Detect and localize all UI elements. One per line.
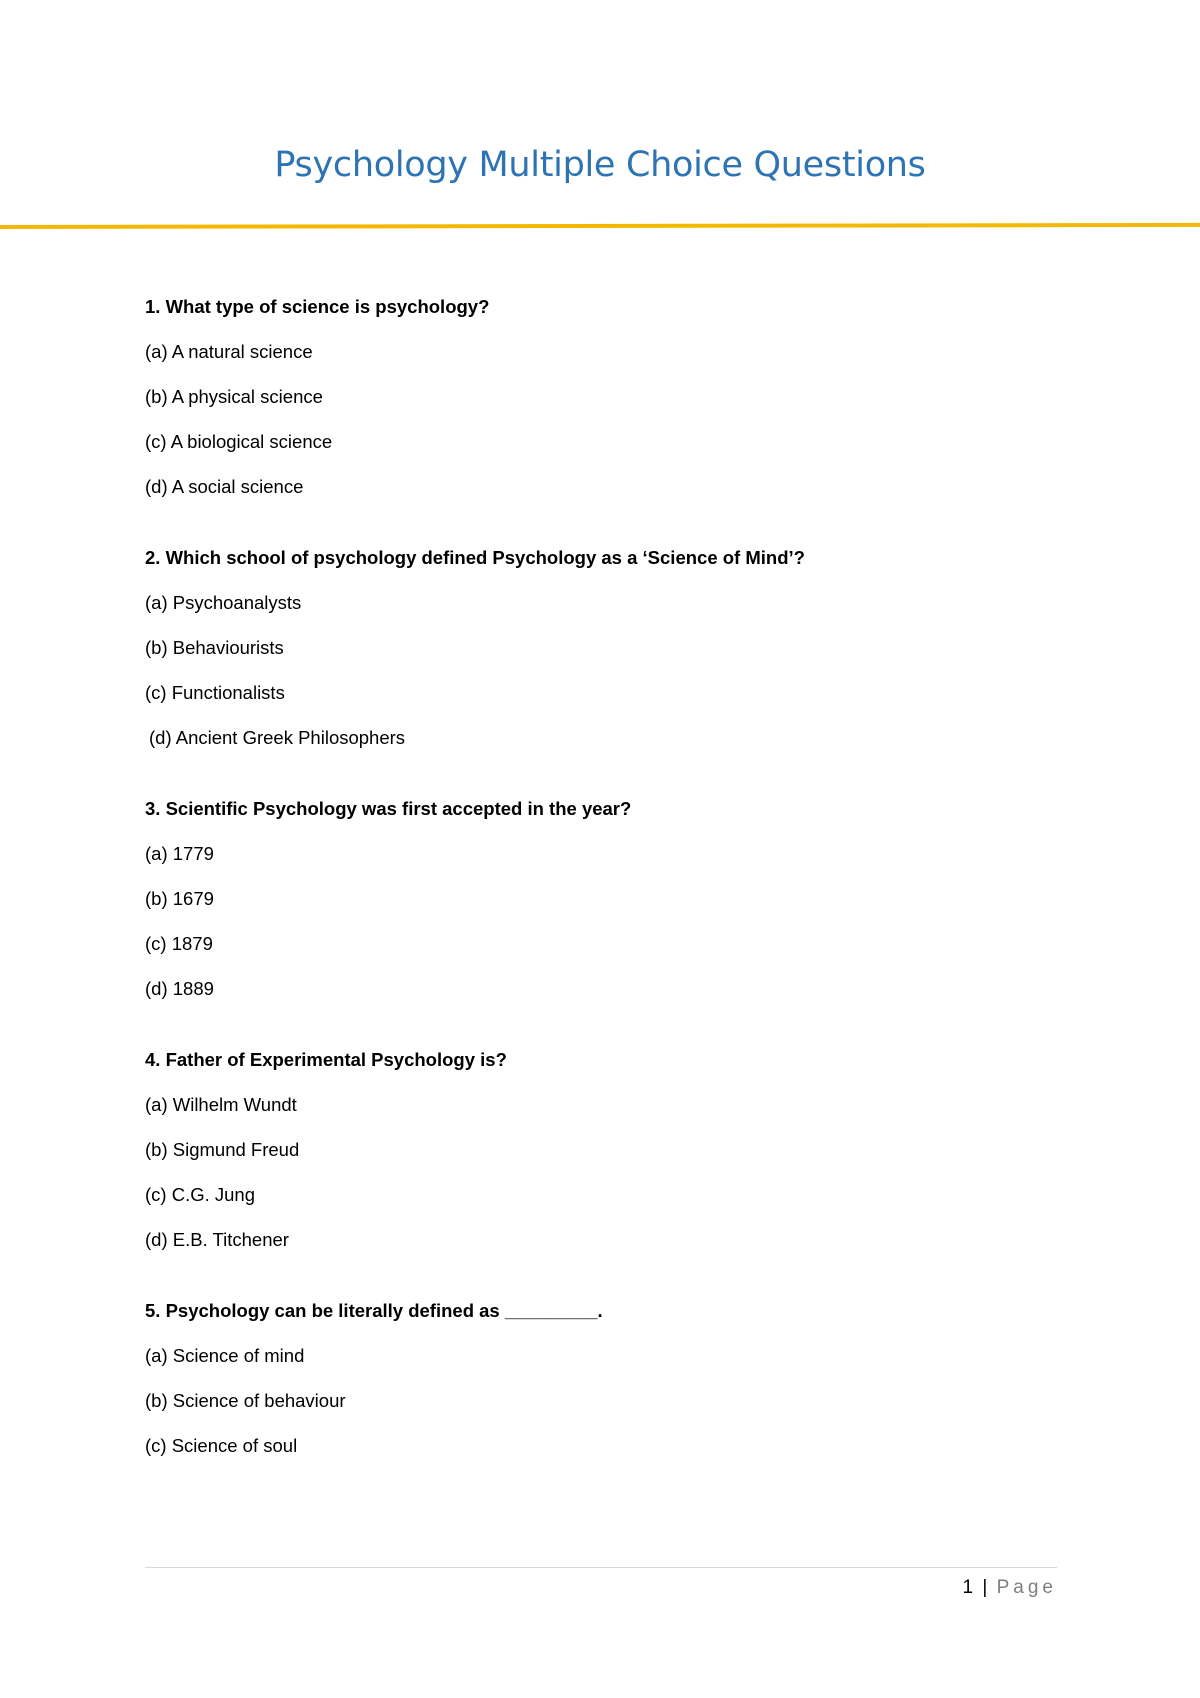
answer-option: (a) Science of mind	[145, 1345, 305, 1366]
footer-separator: |	[982, 1577, 988, 1598]
answer-option: (b) Sigmund Freud	[145, 1139, 300, 1160]
answer-option: (c) A biological science	[145, 431, 333, 452]
question-text: 4. Father of Experimental Psychology is?	[145, 1049, 507, 1070]
question-block	[145, 1299, 1075, 1458]
answer-option: (b) Science of behaviour	[145, 1390, 346, 1411]
answer-option: (b) A physical science	[145, 386, 323, 407]
question-block	[145, 295, 1075, 499]
answer-option: (d) 1889	[145, 978, 214, 999]
answer-option: (d) Ancient Greek Philosophers	[149, 727, 406, 748]
answer-option: (b) Behaviourists	[145, 637, 284, 658]
answer-option: (d) A social science	[145, 476, 304, 497]
answer-option: (c) 1879	[145, 933, 213, 954]
answer-option: (c) Science of soul	[145, 1435, 298, 1456]
question-block	[145, 797, 1075, 1001]
page-label: Page	[996, 1577, 1057, 1598]
footer-divider	[145, 1567, 1057, 1568]
question-text: 1. What type of science is psychology?	[145, 296, 490, 317]
question-list	[145, 295, 1075, 1505]
answer-option: (c) Functionalists	[145, 682, 285, 703]
answer-option: (a) A natural science	[145, 341, 313, 362]
title-underline	[0, 223, 1200, 229]
page-number: 1	[962, 1577, 974, 1598]
question-text: 5. Psychology can be literally defined as _________.	[145, 1300, 603, 1321]
question-text: 2. Which school of psychology defined Psychology as a ‘Science of Mind’?	[145, 547, 805, 568]
answer-option: (c) C.G. Jung	[145, 1184, 255, 1205]
page-title: Psychology Multiple Choice Questions	[274, 145, 926, 185]
answer-option: (a) Wilhelm Wundt	[145, 1094, 297, 1115]
answer-option: (a) Psychoanalysts	[145, 592, 302, 613]
question-text: 3. Scientific Psychology was first accepted in the year?	[145, 798, 632, 819]
answer-option: (a) 1779	[145, 843, 214, 864]
page-footer	[963, 1577, 1057, 1599]
answer-option: (d) E.B. Titchener	[145, 1229, 289, 1250]
question-block	[145, 1048, 1075, 1252]
answer-option: (b) 1679	[145, 888, 214, 909]
question-block	[145, 546, 1075, 750]
